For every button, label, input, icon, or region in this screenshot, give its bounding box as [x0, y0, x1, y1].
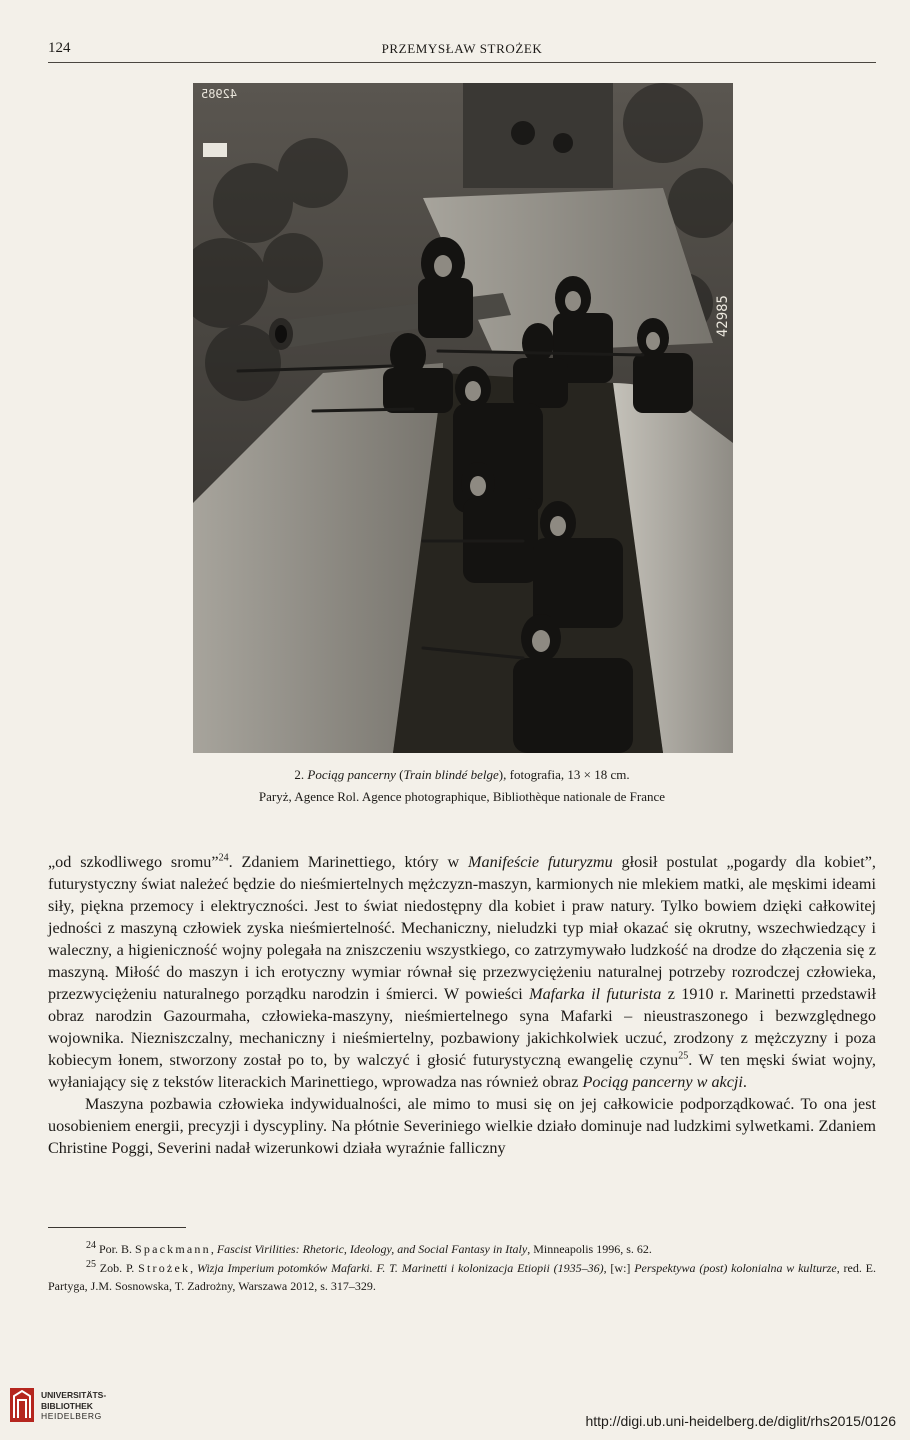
footnote-number: 24	[86, 1240, 96, 1251]
running-head: PRZEMYSŁAW STROŻEK	[381, 41, 543, 56]
text-run: głosił postulat „pogardy dla kobiet”, futurystyczny świat należeć będzie do nieśmiertelnych mężczyzn-maszyn, karmionych nie mlekiem matki, ale męskimi ideami siły, piękna przemocy i elektryczności. Jest to świat niedostępny dla kobiet i praw natury. Tylko bowiem dzięki całkowitej jedności z maszyną człowiek zyska nieśmiertelność. Mechaniczny, nieludzki typ miał okazać się okrutny, wszechwiedzący i waleczny, a higieniczność wojny polegała na zniszczeniu wszystkiego, co zatrzymywało ludzkość na drodze do złączenia się z maszyną. Miłość do maszyn i ich erotyczny wymiar równał się przezwyciężeniu naturalnej potrzeby rozrodczej człowieka, przezwyciężeniu naturalnego porządku narodzin i śmierci. W powieści	[48, 853, 876, 1003]
work-title: Perspektywa (post) kolonialna w kulturze	[634, 1261, 837, 1275]
text-run: , Minneapolis 1996, s. 62.	[527, 1242, 652, 1256]
page-header	[48, 40, 876, 63]
author-name: Spackmann	[135, 1242, 211, 1256]
text-run: Por. B.	[96, 1242, 136, 1256]
text-run: ,	[210, 1242, 217, 1256]
library-logo-text	[41, 1390, 106, 1422]
text-run: , red. E. Partyga, J.M. Sosnowska, T. Zadrożny, Warszawa 2012, s. 317–329.	[48, 1261, 877, 1293]
figure-caption	[48, 766, 876, 784]
paragraph-1	[48, 851, 876, 1093]
caption-original-title: Train blindé belge	[403, 767, 499, 782]
author-name: Strożek	[138, 1261, 191, 1275]
text-run: ,	[190, 1261, 197, 1275]
footnote-rule	[48, 1227, 186, 1228]
library-logo[interactable]	[10, 1388, 130, 1424]
text-run: „od szkodliwego sromu”	[48, 853, 219, 871]
footnote-24	[48, 1240, 876, 1258]
logo-line-2: BIBLIOTHEK	[41, 1400, 93, 1411]
logo-line-1: UNIVERSITÄTS-	[41, 1390, 107, 1400]
photo-illustration	[193, 83, 733, 753]
caption-open: (	[395, 767, 404, 782]
text-run: , [w:]	[603, 1261, 635, 1275]
caption-title: Pociąg pancerny	[307, 767, 396, 782]
caption-number: 2.	[294, 767, 308, 782]
body-text	[48, 851, 876, 1159]
text-run: z 1910 r. Marinetti przedstawił obraz narodzin Gazourmaha, człowieka-maszyny, nieśmiertelnego syna Mafarki – nieustraszonego i bezwzględnego wojownika. Niezniszczalny, mechaniczny i nieśmiertelny, pozbawiony jakichkolwiek uczuć, zrodzony z mężczyzny i poza kobiecym łonem, stworzony został po to, by walczyć i głosić futurystyczną ewangelię czynu	[48, 985, 876, 1069]
footnote-ref-24[interactable]: 24	[218, 852, 229, 864]
work-title: Mafarka il futurista	[529, 985, 662, 1003]
figure-credit: Paryż, Agence Rol. Agence photographique, Bibliothèque nationale de France	[258, 789, 666, 804]
text-run: .	[742, 1073, 747, 1091]
negative-number-side: 42985	[715, 295, 731, 338]
work-title: Fascist Virilities: Rhetoric, Ideology, and Social Fantasy in Italy	[216, 1242, 528, 1256]
text-run: . Zdaniem Marinettiego, który w	[228, 853, 469, 871]
text-run: . W ten męski świat wojny, wyłaniający się z tekstów literackich Marinettiego, wprowadza nas również obraz	[48, 1051, 876, 1091]
armored-train-photo	[193, 83, 733, 753]
paragraph-2: Maszyna pozbawia człowieka indywidualności, ale mimo to musi się on jej całkowicie podporządkować. To ona jest uosobieniem energii, precyzji i dyscypliny. Na płótnie Severiniego wielkie działo dominuje nad ludzkimi sylwetkami. Zdaniem Christine Poggi, Severini nadał wizerunkowi działa wyraźnie falliczny	[48, 1095, 876, 1157]
footnote-ref-25[interactable]: 25	[678, 1050, 689, 1062]
footnote-number: 25	[86, 1259, 96, 1270]
library-logo-icon	[10, 1388, 34, 1422]
work-title: Wizja Imperium potomków Mafarki. F. T. Marinetti i kolonizacja Etiopii (1935–36)	[196, 1261, 604, 1275]
text-run: Zob. P.	[96, 1261, 139, 1275]
work-title: Manifeście futuryzmu	[468, 853, 613, 871]
page-url[interactable]: http://digi.ub.uni-heidelberg.de/diglit/rhs2015/0126	[585, 1413, 896, 1429]
page-number: 124	[48, 40, 71, 56]
logo-line-3: HEIDELBERG	[41, 1411, 102, 1421]
work-title: Pociąg pancerny w akcji	[582, 1073, 743, 1091]
negative-number-top: 42985	[201, 87, 238, 101]
footnotes	[48, 1240, 876, 1296]
footnote-25	[48, 1259, 876, 1295]
caption-medium: ), fotografia, 13 × 18 cm.	[498, 767, 630, 782]
